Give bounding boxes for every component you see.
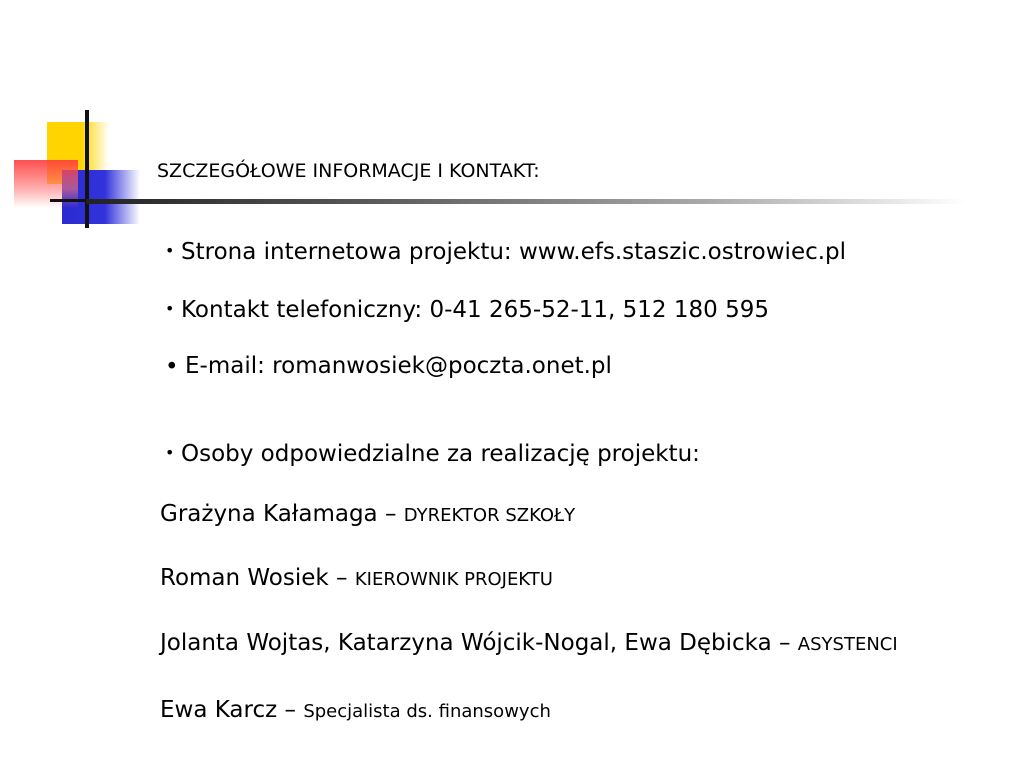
title-divider <box>86 199 966 204</box>
bullet-email-text: E-mail: romanwosiek@poczta.onet.pl <box>185 353 612 379</box>
bullet-phone <box>165 297 769 323</box>
person-name: Ewa Karcz – <box>160 697 297 723</box>
bullet-responsible-text: Osoby odpowiedzialne za realizację projektu: <box>181 441 700 467</box>
person-role: Specjalista ds. finansowych <box>303 701 551 722</box>
person-row <box>160 565 553 591</box>
person-role: KIEROWNIK PROJEKTU <box>354 569 553 590</box>
logo-vertical-line <box>85 110 89 228</box>
bullet-icon: • <box>165 299 175 318</box>
bullet-website <box>165 239 846 265</box>
bullet-responsible <box>165 441 700 467</box>
person-name: Grażyna Kałamaga – <box>160 501 397 527</box>
bullet-icon: • <box>165 241 175 260</box>
person-role: DYREKTOR SZKOŁY <box>403 505 576 526</box>
slide-title: SZCZEGÓŁOWE INFORMACJE I KONTAKT: <box>157 160 540 182</box>
person-role: ASYSTENCI <box>797 634 898 655</box>
bullet-email <box>165 353 612 380</box>
bullet-phone-text: Kontakt telefoniczny: 0-41 265-52-11, 512 180 595 <box>181 297 769 323</box>
slide-logo-decoration <box>0 0 160 240</box>
bullet-icon: • <box>165 443 175 462</box>
person-name: Jolanta Wojtas, Katarzyna Wójcik-Nogal, Ewa Dębicka – <box>160 630 791 656</box>
person-row <box>160 697 551 723</box>
bullet-website-text: Strona internetowa projektu: www.efs.staszic.ostrowiec.pl <box>181 239 847 265</box>
person-name: Roman Wosiek – <box>160 565 348 591</box>
person-row <box>160 501 575 527</box>
logo-horizontal-line <box>50 199 90 202</box>
bullet-icon: • <box>165 353 179 380</box>
person-row <box>160 630 898 656</box>
